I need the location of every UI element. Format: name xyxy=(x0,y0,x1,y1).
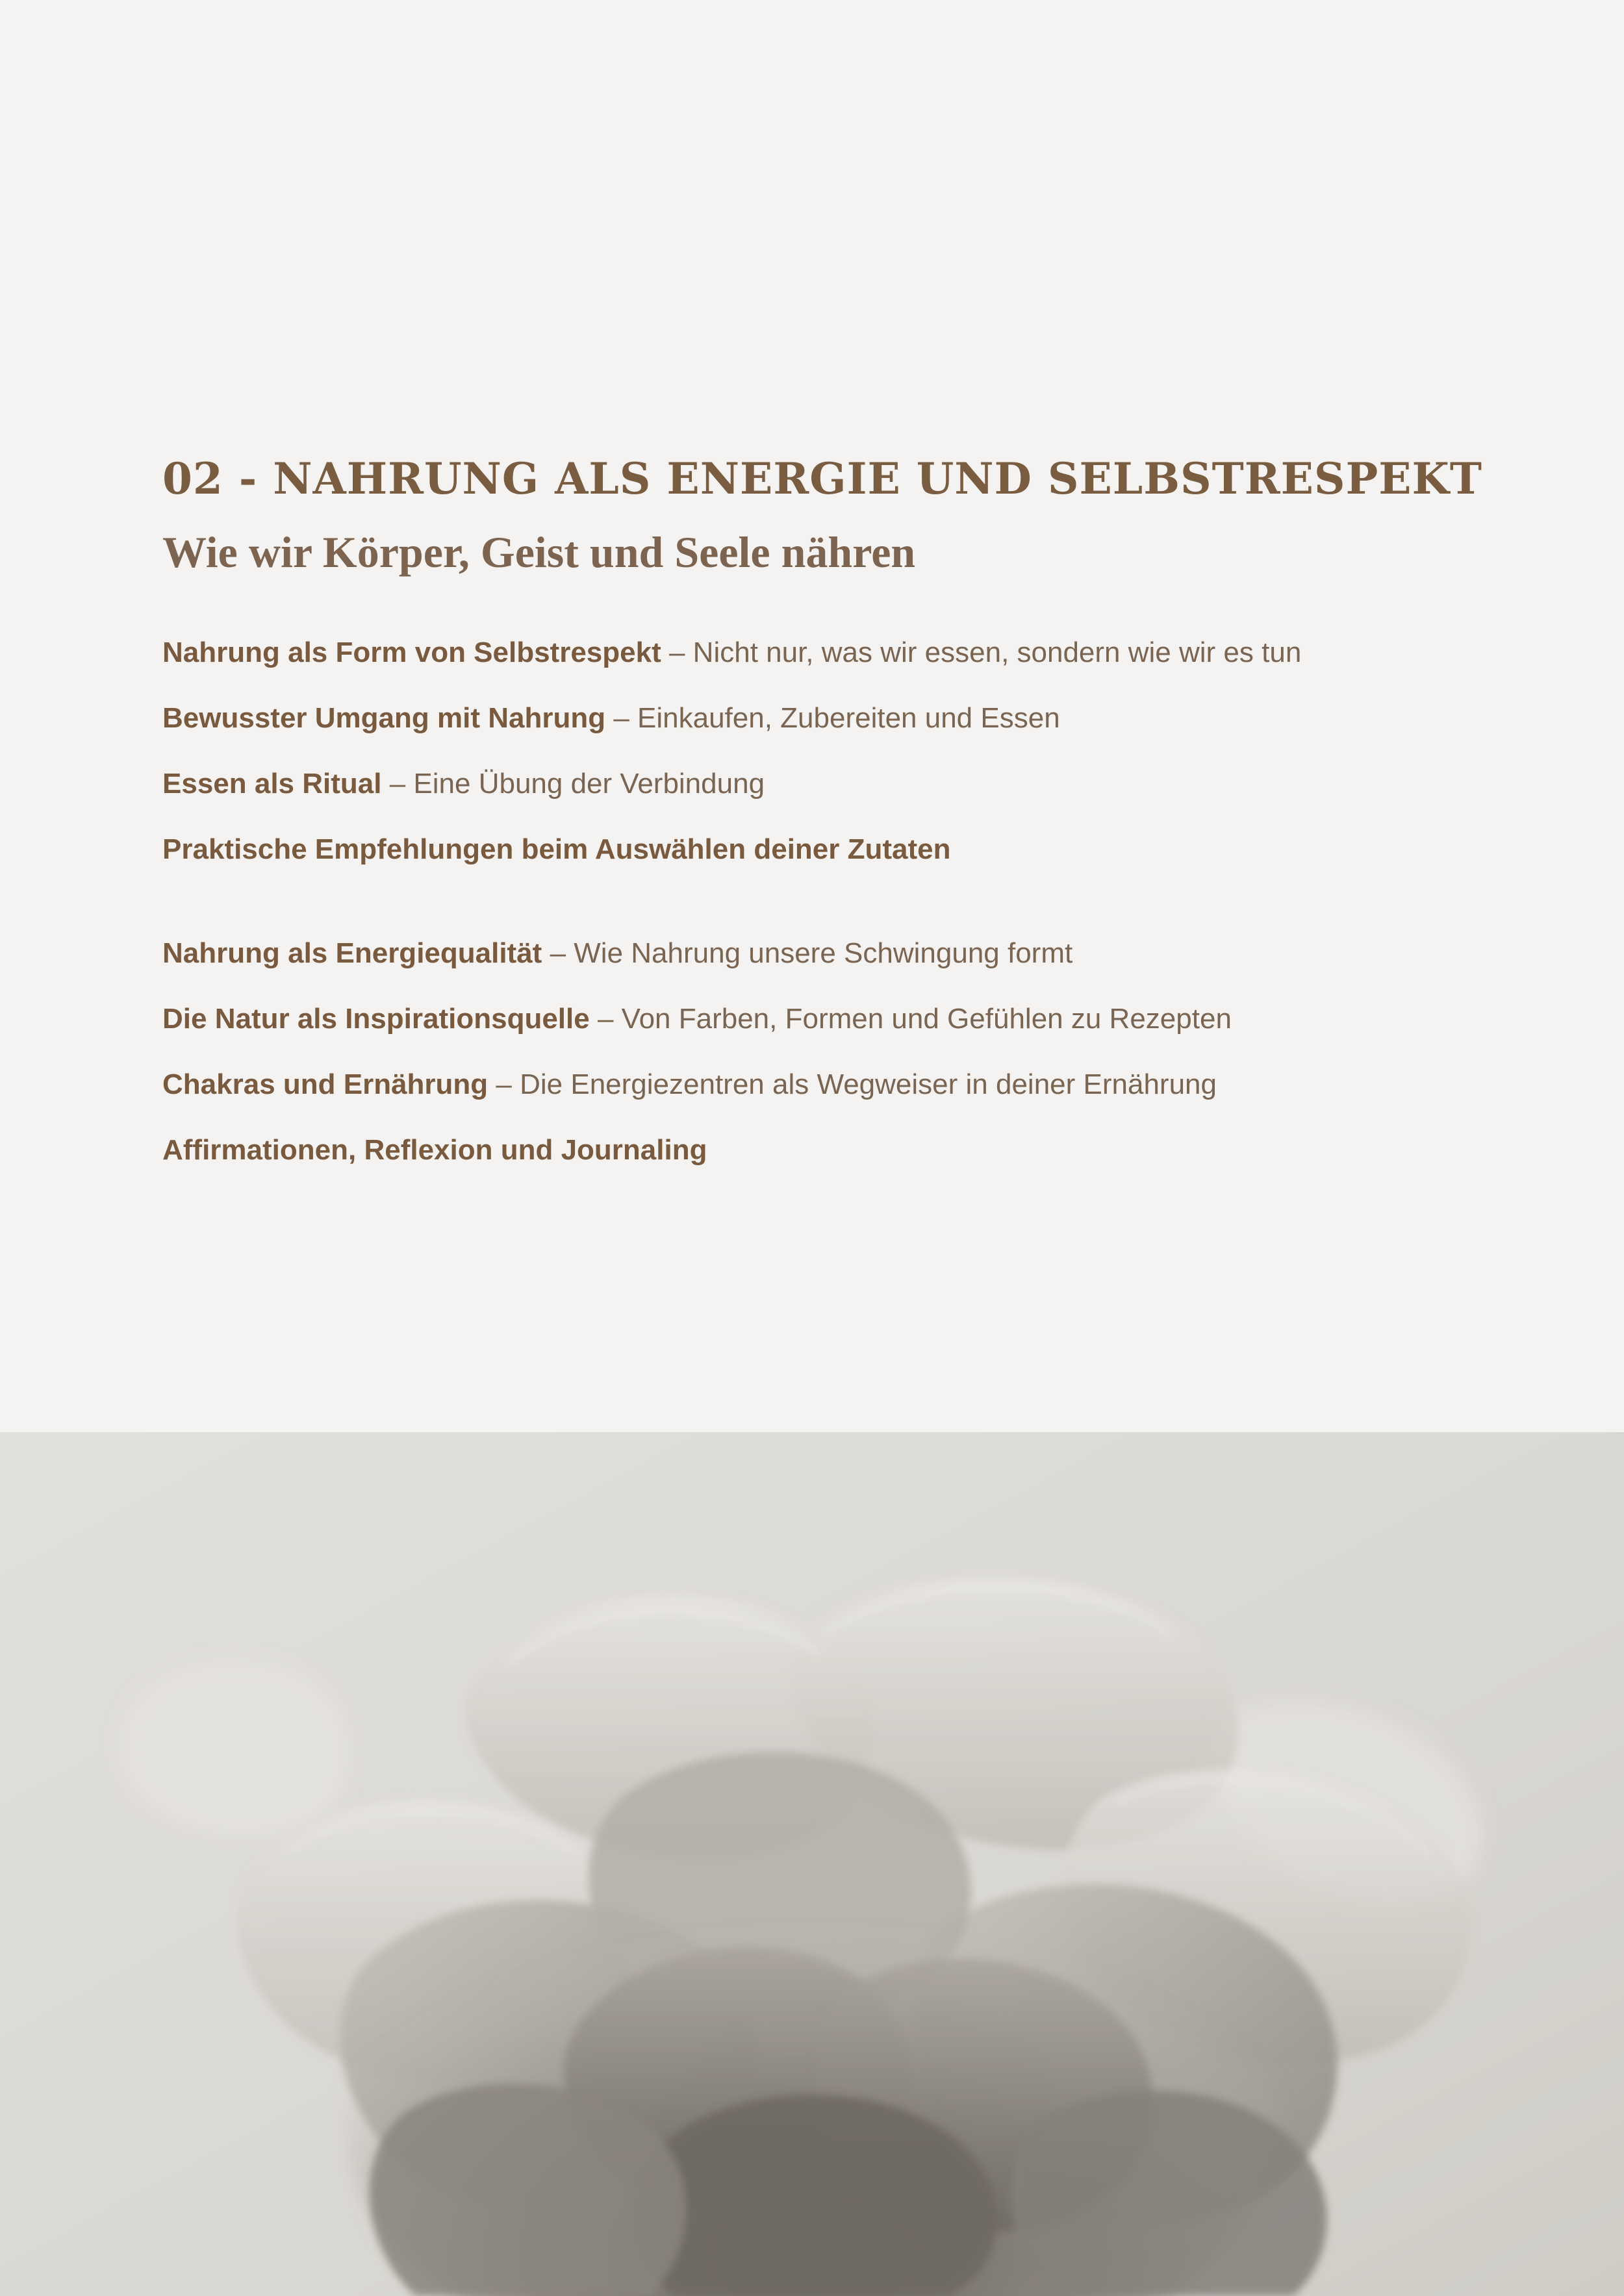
toc-item xyxy=(162,699,1494,738)
toc-topic: Praktische Empfehlungen beim Auswählen deiner Zutaten xyxy=(162,833,951,866)
toc-topic: Die Natur als Inspirationsquelle xyxy=(162,1003,590,1035)
toc-topic: Essen als Ritual xyxy=(162,768,382,800)
flower-image xyxy=(0,1432,1624,2296)
chapter-subtitle: Wie wir Körper, Geist und Seele nähren xyxy=(162,527,916,577)
toc-topic: Affirmationen, Reflexion und Journaling xyxy=(162,1134,707,1167)
toc-description: Die Energiezentren als Wegweiser in deiner Ernährung xyxy=(520,1068,1217,1101)
toc-separator: – xyxy=(488,1068,520,1101)
toc-item xyxy=(162,1131,1494,1170)
toc-description: Nicht nur, was wir essen, sondern wie wir es tun xyxy=(692,637,1302,669)
toc-separator: – xyxy=(589,1003,622,1035)
toc-description: Von Farben, Formen und Gefühlen zu Rezepten xyxy=(621,1003,1232,1035)
chapter-intro xyxy=(162,455,1494,1196)
toc-separator: – xyxy=(661,637,693,669)
toc-item xyxy=(162,1000,1494,1039)
toc-item xyxy=(162,934,1494,973)
toc-group-1 xyxy=(162,633,1494,869)
toc-item xyxy=(162,830,1494,869)
toc-description: Eine Übung der Verbindung xyxy=(413,768,765,800)
toc-separator: – xyxy=(381,768,414,800)
chapter-title: 02 - NAHRUNG ALS ENERGIE UND SELBSTRESPEKT xyxy=(162,453,1482,504)
toc-separator: – xyxy=(542,937,574,970)
toc-group-2 xyxy=(162,934,1494,1170)
toc-description: Wie Nahrung unsere Schwingung formt xyxy=(574,937,1073,970)
toc-topic: Chakras und Ernährung xyxy=(162,1068,488,1101)
toc-topic: Nahrung als Energiequalität xyxy=(162,937,542,970)
toc-item xyxy=(162,764,1494,803)
toc-item xyxy=(162,633,1494,672)
peony-flower-photo xyxy=(0,1432,1624,2296)
toc-description: Einkaufen, Zubereiten und Essen xyxy=(637,702,1060,735)
toc-topic: Nahrung als Form von Selbstrespekt xyxy=(162,637,661,669)
toc-topic: Bewusster Umgang mit Nahrung xyxy=(162,702,606,735)
toc-item xyxy=(162,1065,1494,1104)
toc-separator: – xyxy=(605,702,638,735)
